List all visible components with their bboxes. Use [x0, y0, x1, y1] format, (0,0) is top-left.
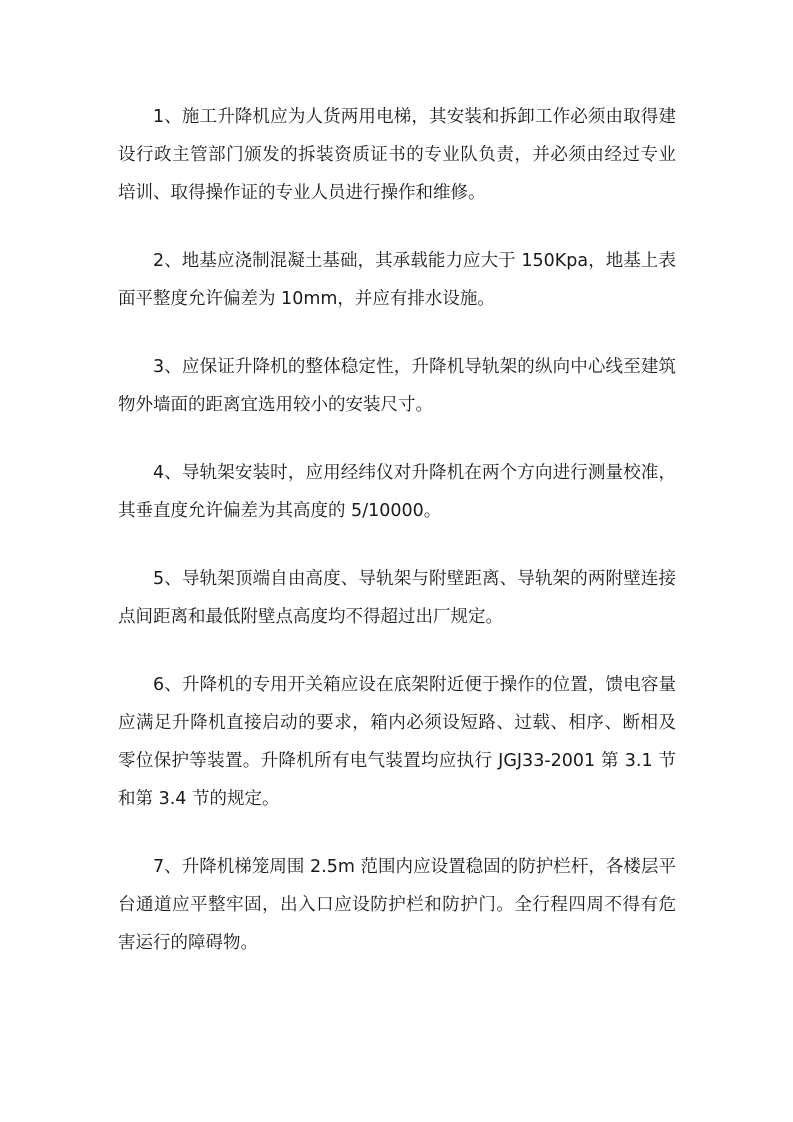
paragraph-7: 7、升降机梯笼周围 2.5m 范围内应设置稳固的防护栏杆，各楼层平台通道应平整牢固，出入口应设防护栏和防护门。全行程四周不得有危害运行的障碍物。 [118, 857, 676, 953]
paragraph-1: 1、施工升降机应为人货两用电梯，其安装和拆卸工作必须由取得建设行政主管部门颁发的拆装资质证书的专业队负责，并必须由经过专业培训、取得操作证的专业人员进行操作和维修。 [118, 107, 676, 203]
document-body [118, 98, 676, 992]
paragraph-5: 5、导轨架顶端自由高度、导轨架与附壁距离、导轨架的两附壁连接点间距离和最低附壁点高度均不得超过出厂规定。 [118, 569, 676, 627]
paragraph-3: 3、应保证升降机的整体稳定性，升降机导轨架的纵向中心线至建筑物外墙面的距离宜选用较小的安装尺寸。 [118, 357, 676, 415]
paragraph-4: 4、导轨架安装时，应用经纬仪对升降机在两个方向进行测量校准，其垂直度允许偏差为其高度的 5/10000。 [118, 463, 676, 521]
paragraph-6: 6、升降机的专用开关箱应设在底架附近便于操作的位置，馈电容量应满足升降机直接启动的要求，箱内必须设短路、过载、相序、断相及零位保护等装置。升降机所有电气装置均应执行 JGJ33-2001 第 3.1 节和第 3.4 节的规定。 [118, 675, 676, 809]
paragraph-2: 2、地基应浇制混凝土基础，其承载能力应大于 150Kpa，地基上表面平整度允许偏差为 10mm，并应有排水设施。 [118, 251, 676, 309]
